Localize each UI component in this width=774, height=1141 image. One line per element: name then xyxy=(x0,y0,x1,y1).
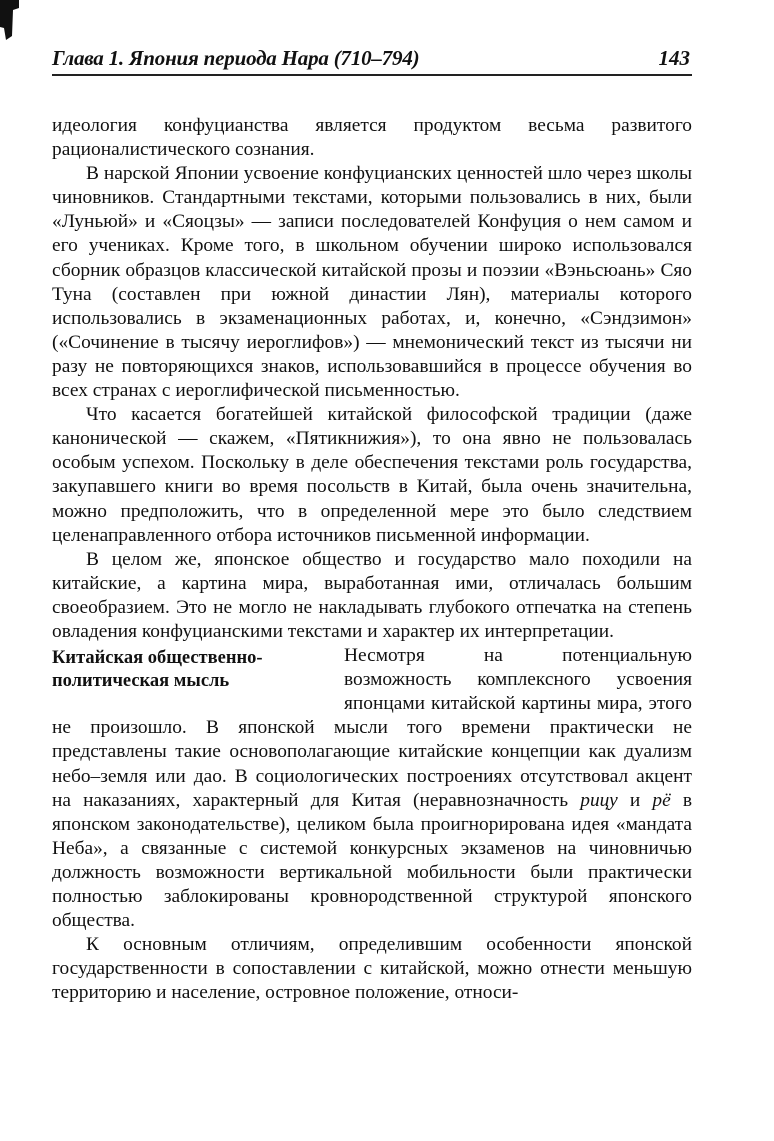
corner-mark xyxy=(0,0,20,40)
paragraph-1: идеология конфуцианства является продуктом весьма развитого рационалистического сознания. xyxy=(52,115,692,161)
page-body xyxy=(52,114,692,1005)
page-number: 143 xyxy=(658,46,690,70)
paragraph-6: К основным отличиям, определившим особенности японской государственности в сопоставлении с китайской, можно отнести меньшую территорию и население, островное положение, относи- xyxy=(52,934,692,1004)
running-header xyxy=(52,44,692,74)
paragraph-4: В целом же, японское общество и государство мало походили на китайские, а картина мира, выработанная ими, отличалась большим своеобразием. Это не могло не накладывать глубокого отпечатка на степень овладения конфуцианскими текстами и характер их интерпретации. xyxy=(52,548,692,642)
header-rule xyxy=(52,74,692,76)
paragraph-3: Что касается богатейшей китайской философской традиции (даже канонической — скажем, «Пятикнижия»), то она явно не пользовалась особым успехом. Поскольку в деле обеспечения текстами роль государства, закупавшего книги во время посольств в Китай, была очень значительна, можно предположить, что в определенной мере это было следствием целенаправленного отбора источников письменной информации. xyxy=(52,404,692,546)
paragraph-2: В нарской Японии усвоение конфуцианских ценностей шло через школы чиновников. Стандартными текстами, которыми пользовались в них, были «Луньюй» и «Сяоцзы» — записи последователей Конфуция о нем самом и его учениках. Кроме того, в школьном обучении широко использовался сборник образцов классической китайской прозы и поэзии «Вэньсюань» Сяо Туна (составлен при южной династии Лян), материалы которого использовались в экзаменационных работах, и, конечно, «Сэндзимон» («Сочинение в тысячу иероглифов») — мнемонический текст из тысячи ни разу не повторяющихся знаков, использовавшийся в процессе обучения во всех странах с иероглифической письменностью. xyxy=(52,163,692,402)
paragraph-5-part-2: в японском законодательстве), целиком была проигнорирована идея «мандата Неба», а связанные с системой конкурсных экзаменов на чиновничью должность возможности вертикальной мобильности были практически полностью заблокированы кровнородственной структурой японского общества. xyxy=(52,789,692,932)
term-ritsu: рицу xyxy=(580,789,618,811)
paragraph-5-conjunction: и xyxy=(617,789,653,811)
section-heading: Китайская общественно-политическая мысль xyxy=(52,648,263,692)
term-ryo: рё xyxy=(652,789,671,811)
paragraph-5-part-1: Несмотря на потенциальную возможность комплексного усвоения японцами китайской картины мира, этого не произошло. В японской мысли того времени практически не представлены такие основополагающие китайские концепции как дуализм небо–земля или дао. В социологических построениях отсутствовал акцент на наказаниях, характерный для Китая (неравнозначность xyxy=(52,645,692,811)
chapter-title: Глава 1. Япония периода Нара (710–794) xyxy=(52,46,420,70)
